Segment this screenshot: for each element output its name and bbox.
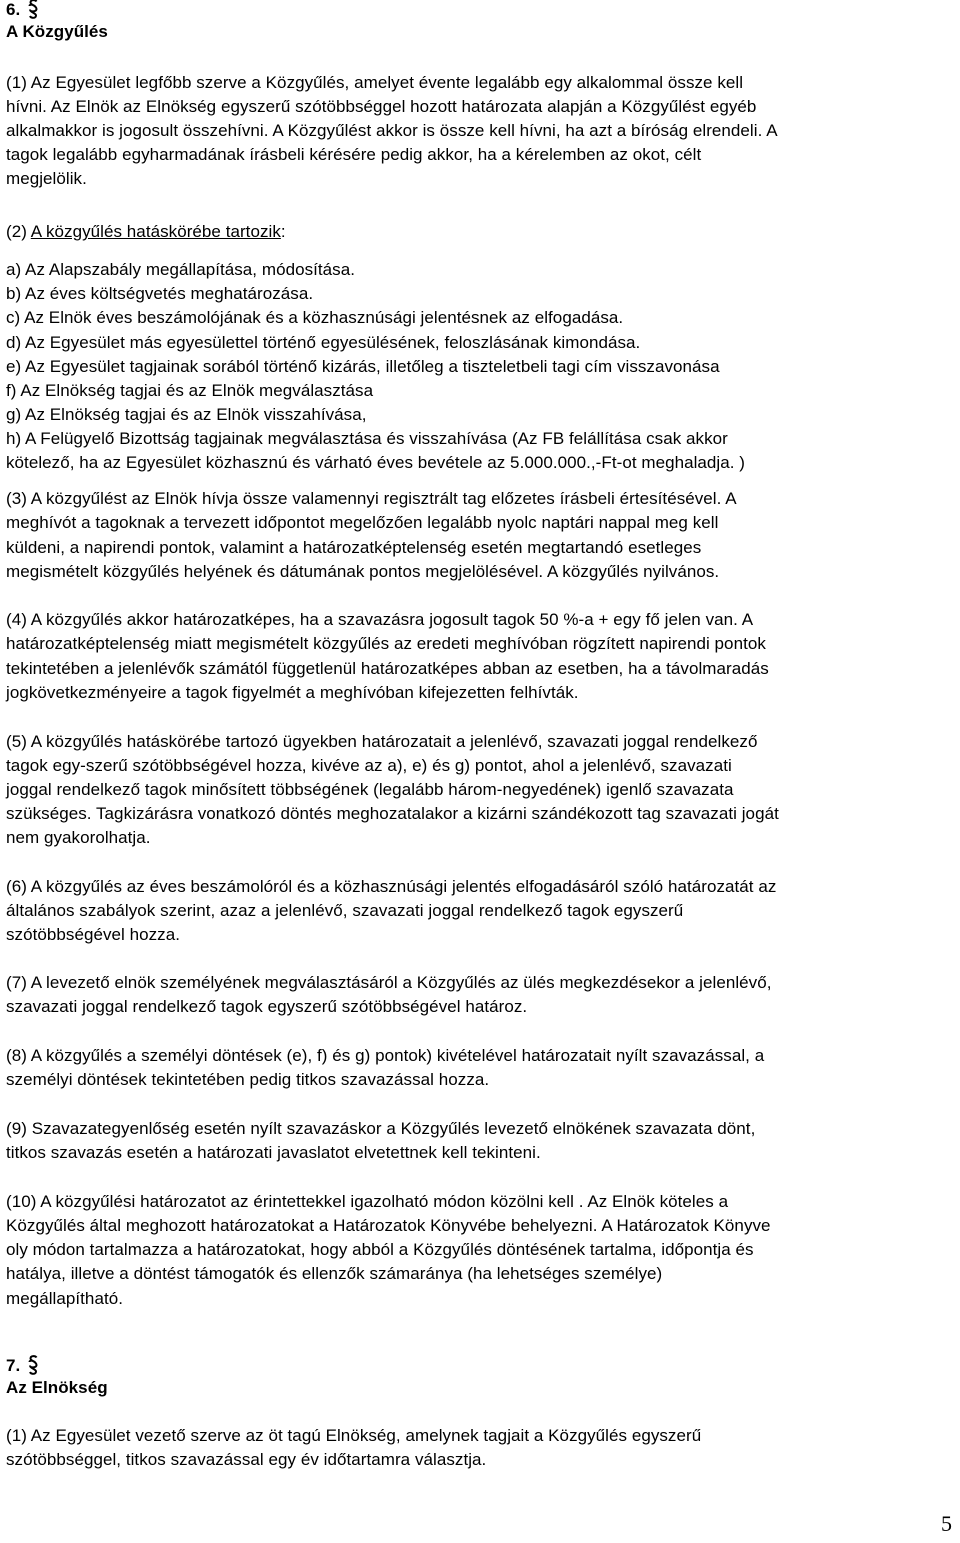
paragraph-3-line: (3) A közgyűlést az Elnök hívja össze valamennyi regisztrált tag előzetes írásbeli értesítésével. A [6,489,737,508]
section-6-title: A Közgyűlés [6,22,108,41]
paragraph-10-line: hatálya, illetve a döntést támogatók és ellenzők számaránya (ha lehetséges személye) [6,1264,663,1283]
paragraph-6-line: (6) A közgyűlés az éves beszámolóról és a közhasznúsági jelentés elfogadásáról szóló határozatát az [6,877,777,896]
paragraph-9-line: (9) Szavazategyenlőség esetén nyílt szavazáskor a Közgyűlés levezető elnökének szavazata dönt, [6,1119,756,1138]
paragraph-5-line: joggal rendelkező tagok minősített többségének (legalább három-negyedének) igenlő szavazata [6,780,734,799]
paragraph-2-underlined: A közgyűlés hatáskörébe tartozik [30,222,281,241]
paragraph-5-line: (5) A közgyűlés hatáskörébe tartozó ügyekben határozatait a jelenlévő, szavazati joggal rendelkező [6,732,758,751]
list-item: g) Az Elnökség tagjai és az Elnök visszahívása, [6,405,367,424]
paragraph-2-prefix: (2) [6,222,31,241]
paragraph-1-line: alkalmakkor is jogosult összehívni. A Közgyűlést akkor is össze kell hívni, ha azt a bíróság elrendeli. A [6,121,778,140]
paragraph-1-line: tagok legalább egyharmadának írásbeli kérésére pedig akkor, ha a kérelemben az okot, célt [6,145,702,164]
paragraph-10-line: (10) A közgyűlési határozatot az érintettekkel igazolható módon közölni kell . Az Elnök köteles a [6,1192,729,1211]
paragraph-5-line: szükséges. Tagkizárásra vonatkozó döntés meghozatalakor a kizárni szándékozott tag szavazati jogát [6,804,779,823]
paragraph-8-line: (8) A közgyűlés a személyi döntések (e), f) és g) pontok) kivételével határozatait nyílt szavazással, a [6,1046,765,1065]
paragraph-10-line: Közgyűlés által meghozott határozatokat a Határozatok Könyvébe behelyezni. A Határozatok Könyve [6,1216,771,1235]
list-item: d) Az Egyesület más egyesülettel történő egyesülésének, feloszlásának kimondása. [6,333,641,352]
section-7-title: Az Elnökség [6,1378,108,1397]
list-item: c) Az Elnök éves beszámolójának és a közhasznúsági jelentésnek az elfogadása. [6,308,624,327]
list-item: b) Az éves költségvetés meghatározása. [6,284,314,303]
paragraph-3-line: megismételt közgyűlés helyének és dátumának pontos megjelölésével. A közgyűlés nyilvános. [6,562,720,581]
paragraph-4-line: határozatképtelenség miatt megismételt közgyűlés az eredeti meghívóban rögzített napirendi pontok [6,634,766,653]
paragraph-3-line: küldeni, a napirendi pontok, valamint a határozatképtelenség esetén megtartandó esetleges [6,538,702,557]
list-item: a) Az Alapszabály megállapítása, módosítása. [6,260,356,279]
paragraph-3-line: meghívót a tagoknak a tervezett időpontot megelőzően legalább nyolc naptári nappal meg kell [6,513,719,532]
paragraph-6-line: szótöbbségével hozza. [6,925,180,944]
paragraph-6-line: általános szabályok szerint, azaz a jelenlévő, szavazati joggal rendelkező tagok egyszerű [6,901,684,920]
paragraph-1-line: hívni. Az Elnök az Elnökség egyszerű szótöbbséggel hozott határozata alapján a Közgyűlést egyéb [6,97,757,116]
paragraph-1-line: megjelölik. [6,169,87,188]
paragraph-2-suffix: : [280,222,286,241]
section-6-number: 6. [6,0,21,19]
paragraph-7-line: (7) A levezető elnök személyének megválasztásáról a Közgyűlés az ülés megkezdésekor a jelenlévő, [6,973,772,992]
paragraph-1-line: (1) Az Egyesület legfőbb szerve a Közgyűlés, amelyet évente legalább egy alkalommal össze kell [6,73,744,92]
paragraph-9-line: titkos szavazás esetén a határozati javaslatot elvetettnek kell tekinteni. [6,1143,541,1162]
paragraph-7-line: szavazati joggal rendelkező tagok egyszerű szótöbbségével határoz. [6,997,528,1016]
list-item: e) Az Egyesület tagjainak sorából történő kizárás, illetőleg a tiszteletbeli tagi cím visszavonása [6,357,720,376]
paragraph-2-heading [6,222,286,242]
list-item: f) Az Elnökség tagjai és az Elnök megválasztása [6,381,374,400]
section-7-paragraph-1-line: szótöbbséggel, titkos szavazással egy év időtartamra választja. [6,1450,487,1469]
paragraph-10-line: megállapítható. [6,1289,123,1308]
list-item: kötelező, ha az Egyesület közhasznú és várható éves bevétele az 5.000.000.,-Ft-ot meghaladja. ) [6,453,746,472]
section-7-number: 7. [6,1356,21,1375]
paragraph-5-line: tagok egy-szerű szótöbbségével hozza, kivéve az a), e) és g) pontot, ahol a jelenlévő, szavazati [6,756,732,775]
paragraph-4-line: jogkövetkezményeire a tagok figyelmét a meghívóban kifejezetten felhívták. [6,683,579,702]
paragraph-8-line: személyi döntések tekintetében pedig titkos szavazással hozza. [6,1070,490,1089]
paragraph-5-line: nem gyakorolhatja. [6,828,151,847]
paragraph-4-line: tekintetében a jelenlévők számától függetlenül határozatképes abban az esetben, ha a távolmaradás [6,659,769,678]
paragraph-4-line: (4) A közgyűlés akkor határozatképes, ha a szavazásra jogosult tagok 50 %-a + egy fő jelen van. A [6,610,754,629]
section-7-paragraph-1-line: (1) Az Egyesület vezető szerve az öt tagú Elnökség, amelynek tagjait a Közgyűlés egyszerű [6,1426,702,1445]
page-number: 5 [941,1511,952,1536]
list-item: h) A Felügyelő Bizottság tagjainak megválasztása és visszahívása (Az FB felállítása csak akkor [6,429,728,448]
paragraph-10-line: oly módon tartalmazza a határozatokat, hogy abból a Közgyűlés döntésének tartalma, időpontja és [6,1240,754,1259]
section-symbol-icon [26,1354,40,1376]
section-symbol-icon [26,0,40,20]
